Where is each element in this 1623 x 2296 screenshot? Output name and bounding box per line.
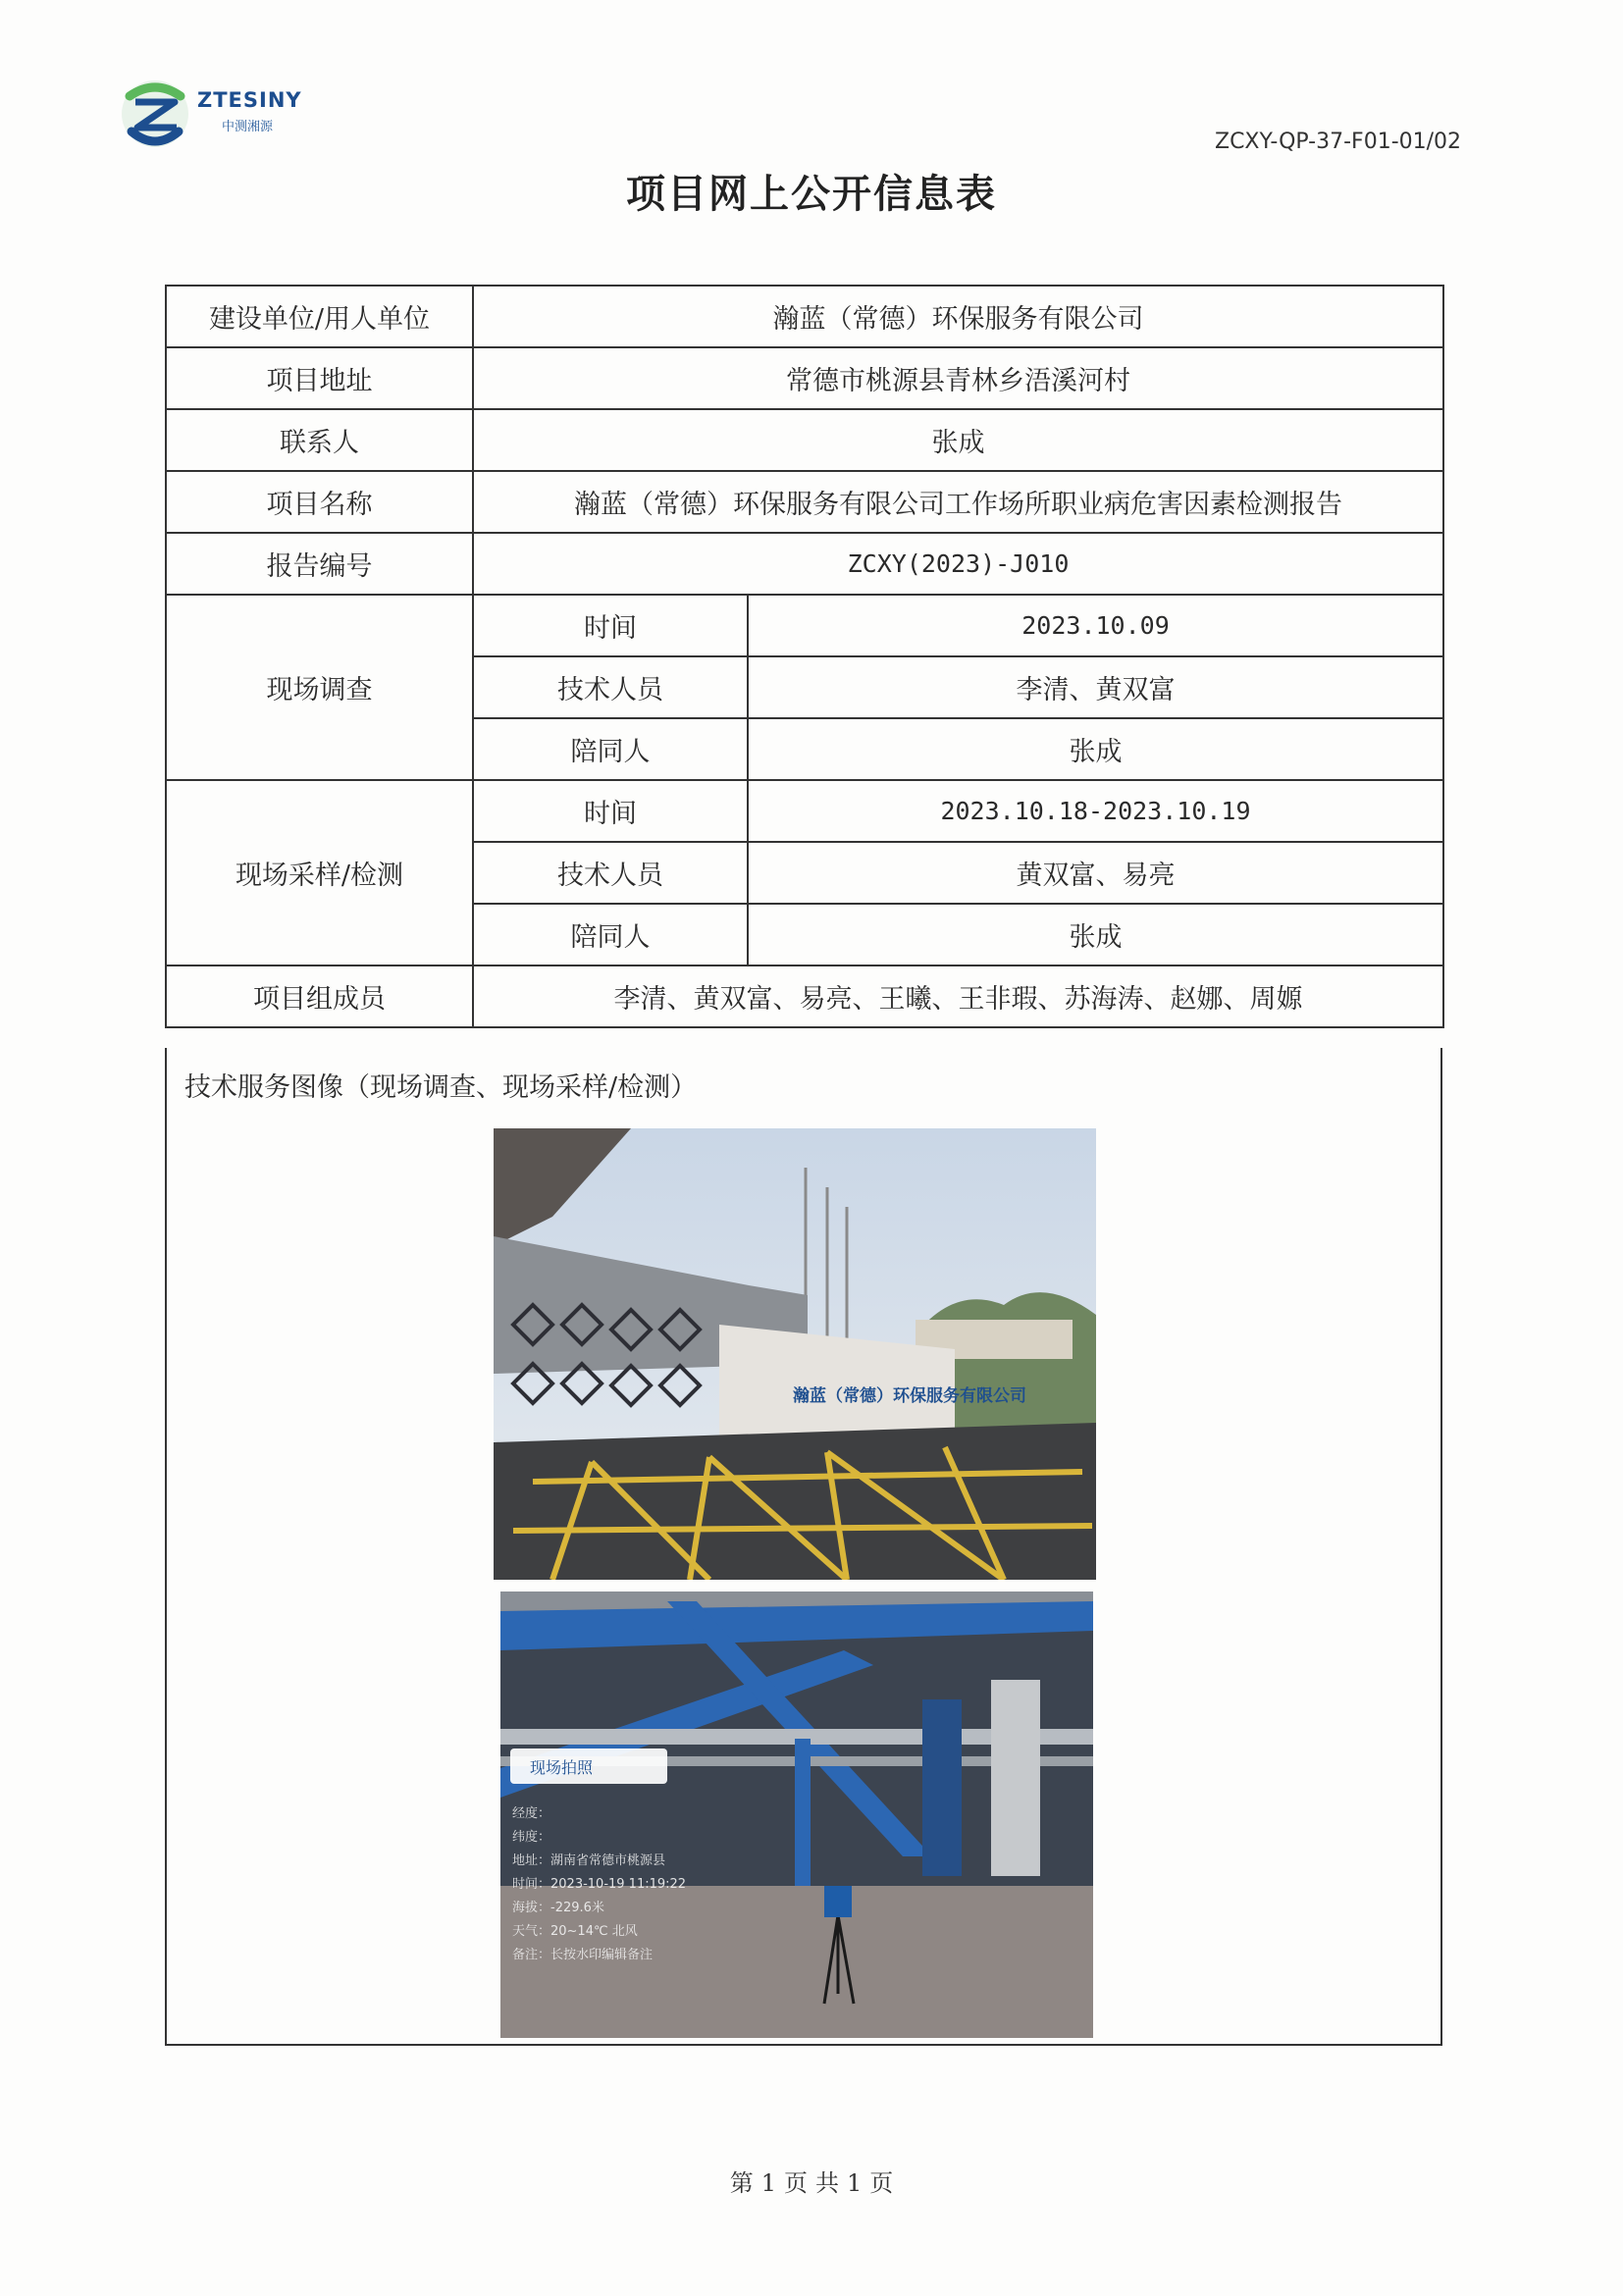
watermark-stamp: 现场拍照 (530, 1758, 594, 1777)
table-row (166, 409, 1443, 471)
table-row (166, 595, 1443, 656)
watermark-line: 备注：长按水印编辑备注 (512, 1948, 654, 1962)
footer-text: 第 (729, 2169, 754, 2197)
row-label: 项目组成员 (166, 965, 473, 1027)
page-title: 项目网上公开信息表 (626, 172, 997, 217)
survey-time: 2023.10.09 (748, 595, 1443, 656)
row-value: 张成 (473, 409, 1443, 471)
row-value: 常德市桃源县青林乡浯溪河村 (473, 347, 1443, 409)
watermark-line: 纬度： (512, 1830, 551, 1845)
members-value: 李清、黄双富、易亮、王曦、王非瑕、苏海涛、赵娜、周嫄 (473, 965, 1443, 1027)
footer-text: 共 (815, 2169, 839, 2197)
sub-label: 时间 (473, 595, 748, 656)
row-label: 联系人 (166, 409, 473, 471)
report-number: ZCXY(2023)-J010 (473, 533, 1443, 595)
sign-text: 瀚蓝（常德）环保服务有限公司 (793, 1386, 1026, 1406)
survey-tech: 李清、黄双富 (748, 656, 1443, 718)
table-row (166, 347, 1443, 409)
page-footer (0, 2164, 1623, 2198)
page-number: 1 (760, 2169, 776, 2197)
logo-name: ZTESINY (197, 88, 302, 112)
sampling-label: 现场采样/检测 (166, 780, 473, 965)
row-label: 项目名称 (166, 471, 473, 533)
table-row (166, 780, 1443, 842)
survey-label: 现场调查 (166, 595, 473, 780)
logo-subtitle: 中测湘源 (222, 120, 274, 134)
table-row (166, 965, 1443, 1027)
row-value: 瀚蓝（常德）环保服务有限公司工作场所职业病危害因素检测报告 (473, 471, 1443, 533)
image-caption: 技术服务图像（现场调查、现场采样/检测） (184, 1072, 698, 1103)
sub-label: 陪同人 (473, 718, 748, 780)
sampling-escort: 张成 (748, 904, 1443, 965)
footer-text: 页 (869, 2169, 894, 2197)
survey-escort: 张成 (748, 718, 1443, 780)
document-code: ZCXY-QP-37-F01-01/02 (1215, 130, 1462, 154)
sub-label: 陪同人 (473, 904, 748, 965)
table-row (166, 286, 1443, 347)
table-row (166, 471, 1443, 533)
sub-label: 技术人员 (473, 656, 748, 718)
row-value: 瀚蓝（常德）环保服务有限公司 (473, 286, 1443, 347)
row-label: 建设单位/用人单位 (166, 286, 473, 347)
watermark-line: 天气：20~14℃ 北风 (512, 1924, 638, 1939)
image-section (165, 1048, 1442, 2046)
watermark-line: 经度： (512, 1806, 551, 1821)
sampling-time: 2023.10.18-2023.10.19 (748, 780, 1443, 842)
info-table (165, 285, 1442, 1028)
footer-text: 页 (784, 2169, 808, 2197)
site-interior-photo (500, 1592, 1093, 2038)
watermark-line: 时间：2023-10-19 11:19:22 (512, 1877, 687, 1892)
watermark-line: 地址：湖南省常德市桃源县 (512, 1853, 666, 1868)
total-pages: 1 (847, 2169, 863, 2197)
sampling-tech: 黄双富、易亮 (748, 842, 1443, 904)
watermark-line: 海拔：-229.6米 (512, 1901, 604, 1915)
company-logo (116, 75, 312, 153)
row-label: 项目地址 (166, 347, 473, 409)
sub-label: 技术人员 (473, 842, 748, 904)
sub-label: 时间 (473, 780, 748, 842)
site-entrance-photo (494, 1128, 1096, 1580)
row-label: 报告编号 (166, 533, 473, 595)
table-row (166, 533, 1443, 595)
